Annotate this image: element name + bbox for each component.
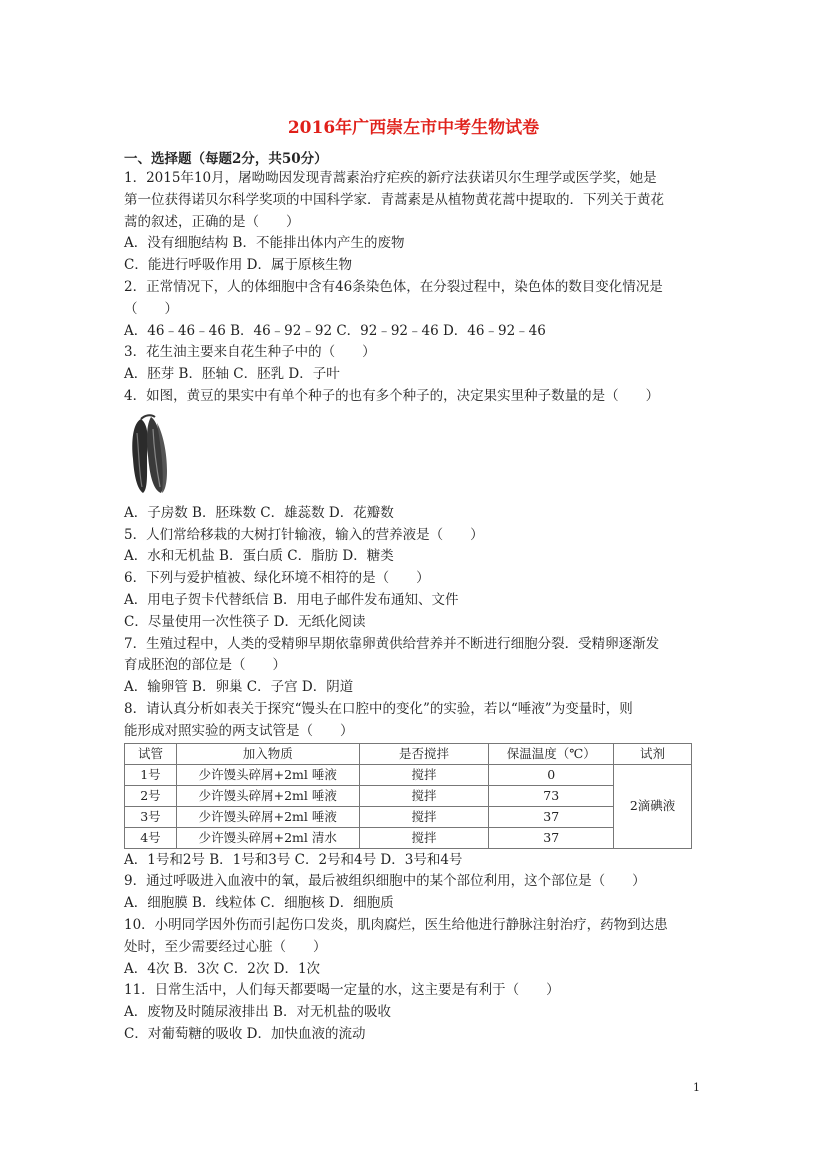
question-options: A．46﹣46﹣46 B．46﹣92﹣92 C．92﹣92﹣46 D．46﹣92﹣46 <box>124 322 546 339</box>
table-cell-reagent: 2滴碘液 <box>614 764 692 848</box>
table-cell: 37 <box>489 827 614 848</box>
question-stem: 8．请认真分析如表关于探究“馒头在口腔中的变化”的实验，若以“唾液”为变量时，则 <box>124 700 633 717</box>
question-stem: 9．通过呼吸进入血液中的氧，最后被组织细胞中的某个部位利用，这个部位是（ ） <box>124 873 646 890</box>
question-stem: （ ） <box>124 300 178 317</box>
table-cell: 少许馒头碎屑+2ml 唾液 <box>176 806 359 827</box>
table-cell: 3号 <box>125 806 177 827</box>
question-4 <box>124 386 704 525</box>
page-title: 2016年广西崇左市中考生物试卷 <box>287 118 540 138</box>
table-cell: 少许馒头碎屑+2ml 唾液 <box>176 764 359 785</box>
soybean-pod-icon <box>127 413 173 497</box>
question-2 <box>124 277 704 342</box>
question-stem: 5．人们常给移栽的大树打针输液，输入的营养液是（ ） <box>124 526 484 543</box>
table-header-cell: 是否搅拌 <box>359 743 489 764</box>
question-stem: 1．2015年10月，屠呦呦因发现青蒿素治疗疟疾的新疗法获诺贝尔生理学或医学奖，她是 <box>124 170 657 186</box>
question-options: C．能进行呼吸作用 D．属于原核生物 <box>124 257 352 274</box>
table-header-cell: 加入物质 <box>176 743 359 764</box>
question-list <box>124 168 704 1046</box>
question-1 <box>124 168 704 277</box>
table-cell: 0 <box>489 764 614 785</box>
question-options: A．细胞膜 B．线粒体 C．细胞核 D．细胞质 <box>124 895 394 912</box>
page-number: 1 <box>693 1081 700 1094</box>
question-stem: 处时，至少需要经过心脏（ ） <box>124 938 327 955</box>
section-heading: 一、选择题（每题2分，共50分） <box>124 151 328 167</box>
question-options: A．1号和2号 B．1号和3号 C．2号和4号 D．3号和4号 <box>124 851 463 868</box>
question-stem: 第一位获得诺贝尔科学奖项的中国科学家．青蒿素是从植物黄花蒿中提取的．下列关于黄花 <box>124 191 664 208</box>
question-options: A．输卵管 B．卵巢 C．子宫 D．阴道 <box>124 679 354 696</box>
question-stem: 10．小明同学因外伤而引起伤口发炎，肌肉腐烂，医生给他进行静脉注射治疗，药物到达患 <box>124 916 668 933</box>
table-header-cell: 试剂 <box>614 743 692 764</box>
table-header-row <box>125 743 692 764</box>
table-header-cell: 试管 <box>125 743 177 764</box>
question-10 <box>124 915 704 980</box>
table-row <box>125 827 692 848</box>
question-stem: 育成胚泡的部位是（ ） <box>124 657 286 674</box>
question-options: A．水和无机盐 B．蛋白质 C．脂肪 D．糖类 <box>124 548 394 565</box>
table-row <box>125 785 692 806</box>
table-cell: 少许馒头碎屑+2ml 唾液 <box>176 785 359 806</box>
question-stem: 能形成对照实验的两支试管是（ ） <box>124 722 354 739</box>
experiment-table <box>124 743 692 849</box>
question-9 <box>124 871 704 915</box>
question-8 <box>124 699 704 871</box>
table-cell: 37 <box>489 806 614 827</box>
question-stem: 7．生殖过程中，人类的受精卵早期依靠卵黄供给营养并不断进行细胞分裂．受精卵逐渐发 <box>124 635 660 652</box>
table-cell: 搅拌 <box>359 827 489 848</box>
question-options: A．4次 B．3次 C．2次 D．1次 <box>124 960 321 977</box>
question-options: A．废物及时随尿液排出 B．对无机盐的吸收 <box>124 1004 391 1021</box>
table-cell: 搅拌 <box>359 785 489 806</box>
question-stem: 6．下列与爱护植被、绿化环境不相符的是（ ） <box>124 570 430 587</box>
question-options: C．对葡萄糖的吸收 D．加快血液的流动 <box>124 1025 366 1042</box>
question-6 <box>124 568 704 633</box>
table-cell: 2号 <box>125 785 177 806</box>
question-stem: 蒿的叙述，正确的是（ ） <box>124 213 300 230</box>
question-stem: 4．如图，黄豆的果实中有单个种子的也有多个种子的，决定果实里种子数量的是（ ） <box>124 387 660 404</box>
table-cell: 少许馒头碎屑+2ml 清水 <box>176 827 359 848</box>
question-3 <box>124 342 704 386</box>
question-options: C．尽量使用一次性筷子 D．无纸化阅读 <box>124 613 366 630</box>
question-stem: 11．日常生活中，人们每天都要喝一定量的水，这主要是有利于（ ） <box>124 982 560 999</box>
table-cell: 搅拌 <box>359 764 489 785</box>
question-options: A．用电子贺卡代替纸信 B．用电子邮件发布通知、文件 <box>124 591 459 608</box>
question-options: A．没有细胞结构 B．不能排出体内产生的废物 <box>124 235 405 252</box>
question-options: A．子房数 B．胚珠数 C．雄蕊数 D．花瓣数 <box>124 504 394 521</box>
question-stem: 3．花生油主要来自花生种子中的（ ） <box>124 344 376 361</box>
table-cell: 73 <box>489 785 614 806</box>
question-stem: 2．正常情况下，人的体细胞中含有46条染色体，在分裂过程中，染色体的数目变化情况是 <box>124 278 663 295</box>
question-5 <box>124 525 704 569</box>
table-cell: 搅拌 <box>359 806 489 827</box>
question-7 <box>124 634 704 699</box>
question-options: A．胚芽 B．胚轴 C．胚乳 D．子叶 <box>124 366 340 383</box>
table-cell: 4号 <box>125 827 177 848</box>
table-header-cell: 保温温度（℃） <box>489 743 614 764</box>
table-row <box>125 806 692 827</box>
table-row <box>125 764 692 785</box>
question-11 <box>124 980 704 1045</box>
table-cell: 1号 <box>125 764 177 785</box>
